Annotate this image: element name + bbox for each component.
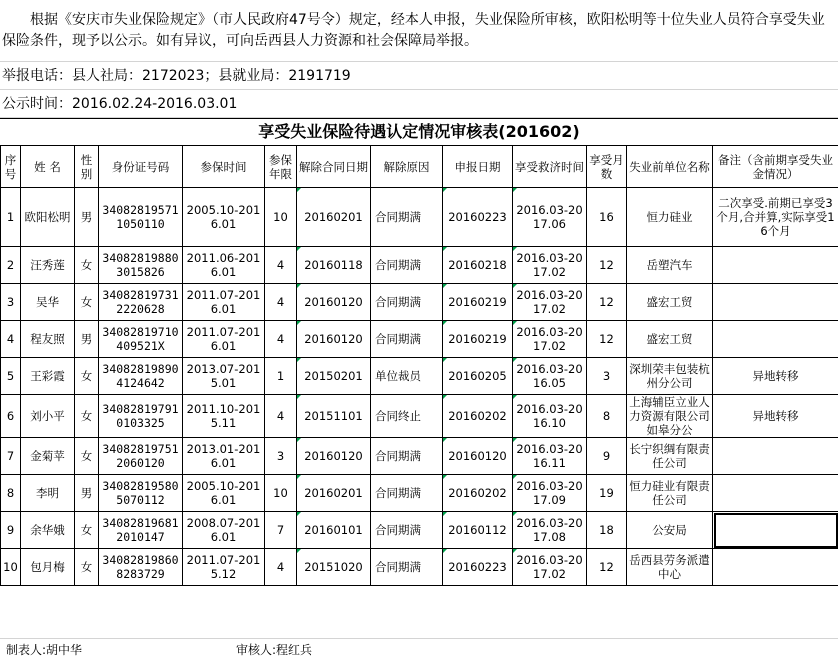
cell-seq: 4 bbox=[1, 321, 21, 358]
table-row bbox=[1, 188, 838, 247]
cell-terminate-date: 20160201 bbox=[297, 475, 371, 512]
cell-terminate-date: 20160201 bbox=[297, 188, 371, 247]
cell-id: 340828198608283729 bbox=[99, 549, 183, 586]
cell-employer: 恒力硅业有限责任公司 bbox=[627, 475, 713, 512]
cell-insured-time: 2005.10-2016.01 bbox=[183, 475, 265, 512]
header-id: 身份证号码 bbox=[99, 146, 183, 188]
cell-gender: 女 bbox=[75, 512, 99, 549]
cell-benefit-time: 2016.03-2017.06 bbox=[513, 188, 587, 247]
cell-years: 4 bbox=[265, 247, 297, 284]
cell-reason: 合同期满 bbox=[371, 438, 443, 475]
cell-employer: 盛宏工贸 bbox=[627, 321, 713, 358]
cell-years: 10 bbox=[265, 188, 297, 247]
cell-months: 12 bbox=[587, 284, 627, 321]
cell-benefit-time: 2016.03-2017.02 bbox=[513, 284, 587, 321]
cell-gender: 女 bbox=[75, 358, 99, 395]
report-phone: 举报电话：县人社局：2172023；县就业局：2191719 bbox=[0, 62, 838, 90]
cell-seq: 3 bbox=[1, 284, 21, 321]
cell-apply-date: 20160202 bbox=[443, 475, 513, 512]
cell-employer: 长宁织绸有限责任公司 bbox=[627, 438, 713, 475]
header-remark: 备注（含前期享受失业金情况） bbox=[713, 146, 838, 188]
cell-reason: 合同期满 bbox=[371, 188, 443, 247]
cell-benefit-time: 2016.03-2017.02 bbox=[513, 549, 587, 586]
cell-name: 李明 bbox=[21, 475, 75, 512]
header-name: 姓 名 bbox=[21, 146, 75, 188]
cell-seq: 6 bbox=[1, 395, 21, 438]
cell-insured-time: 2013.07-2015.01 bbox=[183, 358, 265, 395]
notice-paragraph: 根据《安庆市失业保险规定》（市人民政府47号令）规定，经本人申报，失业保险所审核，欧阳松明等十位失业人员符合享受失业保险条件，现予以公示。如有异议，可向岳西县人力资源和社会保障局举报。 bbox=[0, 0, 838, 62]
cell-insured-time: 2011.10-2015.11 bbox=[183, 395, 265, 438]
table-row bbox=[1, 512, 838, 549]
cell-remark bbox=[713, 549, 838, 586]
cell-name: 包月梅 bbox=[21, 549, 75, 586]
cell-months: 8 bbox=[587, 395, 627, 438]
cell-terminate-date: 20151020 bbox=[297, 549, 371, 586]
cell-seq: 2 bbox=[1, 247, 21, 284]
header-employer: 失业前单位名称 bbox=[627, 146, 713, 188]
table-row bbox=[1, 247, 838, 284]
cell-terminate-date: 20160101 bbox=[297, 512, 371, 549]
cell-gender: 女 bbox=[75, 247, 99, 284]
review-table bbox=[0, 145, 838, 586]
cell-id: 340828198803015826 bbox=[99, 247, 183, 284]
table-row bbox=[1, 475, 838, 512]
cell-insured-time: 2011.07-2015.12 bbox=[183, 549, 265, 586]
cell-name: 金菊苹 bbox=[21, 438, 75, 475]
cell-months: 19 bbox=[587, 475, 627, 512]
cell-years: 4 bbox=[265, 321, 297, 358]
table-row bbox=[1, 321, 838, 358]
cell-id: 340828195805070112 bbox=[99, 475, 183, 512]
table-row bbox=[1, 395, 838, 438]
cell-apply-date: 20160202 bbox=[443, 395, 513, 438]
footer bbox=[0, 638, 838, 666]
cell-benefit-time: 2016.03-2017.02 bbox=[513, 247, 587, 284]
cell-apply-date: 20160218 bbox=[443, 247, 513, 284]
cell-reason: 合同期满 bbox=[371, 475, 443, 512]
cell-apply-date: 20160219 bbox=[443, 284, 513, 321]
cell-apply-date: 20160112 bbox=[443, 512, 513, 549]
cell-id: 340828195711050110 bbox=[99, 188, 183, 247]
cell-gender: 女 bbox=[75, 549, 99, 586]
cell-id: 340828196812010147 bbox=[99, 512, 183, 549]
table-row bbox=[1, 438, 838, 475]
cell-remark bbox=[713, 475, 838, 512]
cell-name: 欧阳松明 bbox=[21, 188, 75, 247]
header-reason: 解除原因 bbox=[371, 146, 443, 188]
cell-remark bbox=[713, 247, 838, 284]
cell-name: 程友照 bbox=[21, 321, 75, 358]
cell-benefit-time: 2016.03-2016.05 bbox=[513, 358, 587, 395]
cell-insured-time: 2008.07-2016.01 bbox=[183, 512, 265, 549]
cell-name: 余华娥 bbox=[21, 512, 75, 549]
cell-apply-date: 20160223 bbox=[443, 188, 513, 247]
cell-gender: 女 bbox=[75, 284, 99, 321]
cell-benefit-time: 2016.03-2017.09 bbox=[513, 475, 587, 512]
cell-id: 340828197512060120 bbox=[99, 438, 183, 475]
cell-months: 9 bbox=[587, 438, 627, 475]
cell-years: 7 bbox=[265, 512, 297, 549]
cell-name: 王彩霞 bbox=[21, 358, 75, 395]
cell-terminate-date: 20150201 bbox=[297, 358, 371, 395]
cell-remark: 异地转移 bbox=[713, 395, 838, 438]
cell-insured-time: 2011.06-2016.01 bbox=[183, 247, 265, 284]
cell-terminate-date: 20160120 bbox=[297, 438, 371, 475]
table-body bbox=[1, 188, 838, 586]
cell-remark bbox=[713, 438, 838, 475]
cell-months: 16 bbox=[587, 188, 627, 247]
cell-employer: 深圳荣丰包装杭州分公司 bbox=[627, 358, 713, 395]
cell-apply-date: 20160205 bbox=[443, 358, 513, 395]
cell-reason: 单位裁员 bbox=[371, 358, 443, 395]
cell-id: 34082819710409521X bbox=[99, 321, 183, 358]
cell-id: 340828198904124642 bbox=[99, 358, 183, 395]
header-seq: 序号 bbox=[1, 146, 21, 188]
cell-seq: 8 bbox=[1, 475, 21, 512]
cell-benefit-time: 2016.03-2017.02 bbox=[513, 321, 587, 358]
table-row bbox=[1, 284, 838, 321]
header-apply-date: 申报日期 bbox=[443, 146, 513, 188]
table-reviewer: 审核人:程红兵 bbox=[236, 639, 312, 661]
cell-employer: 上海辅臣立业人力资源有限公司如皋分公 bbox=[627, 395, 713, 438]
cell-benefit-time: 2016.03-2016.10 bbox=[513, 395, 587, 438]
cell-benefit-time: 2016.03-2017.08 bbox=[513, 512, 587, 549]
cell-benefit-time: 2016.03-2016.11 bbox=[513, 438, 587, 475]
header-terminate-date: 解除合同日期 bbox=[297, 146, 371, 188]
cell-seq: 9 bbox=[1, 512, 21, 549]
cell-employer: 岳塑汽车 bbox=[627, 247, 713, 284]
cell-id: 340828197312220628 bbox=[99, 284, 183, 321]
cell-apply-date: 20160120 bbox=[443, 438, 513, 475]
cell-employer: 恒力硅业 bbox=[627, 188, 713, 247]
header-insured-time: 参保时间 bbox=[183, 146, 265, 188]
header-gender: 性别 bbox=[75, 146, 99, 188]
cell-remark bbox=[713, 321, 838, 358]
header-months: 享受月数 bbox=[587, 146, 627, 188]
cell-months: 12 bbox=[587, 549, 627, 586]
cell-seq: 5 bbox=[1, 358, 21, 395]
cell-insured-time: 2011.07-2016.01 bbox=[183, 284, 265, 321]
cell-months: 12 bbox=[587, 321, 627, 358]
cell-employer: 岳西县劳务派遣中心 bbox=[627, 549, 713, 586]
cell-id: 340828197910103325 bbox=[99, 395, 183, 438]
cell-reason: 合同期满 bbox=[371, 512, 443, 549]
header-years: 参保年限 bbox=[265, 146, 297, 188]
cell-name: 吴华 bbox=[21, 284, 75, 321]
cell-terminate-date: 20160120 bbox=[297, 284, 371, 321]
cell-gender: 女 bbox=[75, 395, 99, 438]
cell-name: 汪秀莲 bbox=[21, 247, 75, 284]
cell-years: 10 bbox=[265, 475, 297, 512]
cell-insured-time: 2011.07-2016.01 bbox=[183, 321, 265, 358]
cell-terminate-date: 20160120 bbox=[297, 321, 371, 358]
cell-seq: 1 bbox=[1, 188, 21, 247]
table-row bbox=[1, 358, 838, 395]
cell-remark: 异地转移 bbox=[713, 358, 838, 395]
cell-reason: 合同期满 bbox=[371, 321, 443, 358]
cell-years: 3 bbox=[265, 438, 297, 475]
cell-apply-date: 20160219 bbox=[443, 321, 513, 358]
cell-gender: 男 bbox=[75, 475, 99, 512]
cell-terminate-date: 20160118 bbox=[297, 247, 371, 284]
cell-reason: 合同期满 bbox=[371, 549, 443, 586]
cell-insured-time: 2013.01-2016.01 bbox=[183, 438, 265, 475]
cell-apply-date: 20160223 bbox=[443, 549, 513, 586]
cell-months: 12 bbox=[587, 247, 627, 284]
cell-insured-time: 2005.10-2016.01 bbox=[183, 188, 265, 247]
cell-months: 18 bbox=[587, 512, 627, 549]
cell-name: 刘小平 bbox=[21, 395, 75, 438]
table-row bbox=[1, 549, 838, 586]
cell-employer: 盛宏工贸 bbox=[627, 284, 713, 321]
cell-reason: 合同终止 bbox=[371, 395, 443, 438]
cell-reason: 合同期满 bbox=[371, 247, 443, 284]
cell-gender: 女 bbox=[75, 438, 99, 475]
table-title: 享受失业保险待遇认定情况审核表(201602) bbox=[0, 118, 838, 145]
cell-gender: 男 bbox=[75, 188, 99, 247]
publicity-time: 公示时间：2016.02.24-2016.03.01 bbox=[0, 90, 838, 118]
cell-seq: 7 bbox=[1, 438, 21, 475]
cell-months: 3 bbox=[587, 358, 627, 395]
cell-years: 4 bbox=[265, 549, 297, 586]
cell-gender: 男 bbox=[75, 321, 99, 358]
cell-years: 1 bbox=[265, 358, 297, 395]
header-benefit-time: 享受救济时间 bbox=[513, 146, 587, 188]
cell-years: 4 bbox=[265, 395, 297, 438]
cell-employer: 公安局 bbox=[627, 512, 713, 549]
cell-seq: 10 bbox=[1, 549, 21, 586]
cell-terminate-date: 20151101 bbox=[297, 395, 371, 438]
table-header-row bbox=[1, 146, 838, 188]
cell-reason: 合同期满 bbox=[371, 284, 443, 321]
cell-remark bbox=[713, 284, 838, 321]
cell-remark: 二次享受.前期已享受3个月,合并算,实际享受16个月 bbox=[713, 188, 838, 247]
cell-remark bbox=[713, 512, 838, 549]
table-maker: 制表人:胡中华 bbox=[6, 639, 82, 661]
cell-years: 4 bbox=[265, 284, 297, 321]
